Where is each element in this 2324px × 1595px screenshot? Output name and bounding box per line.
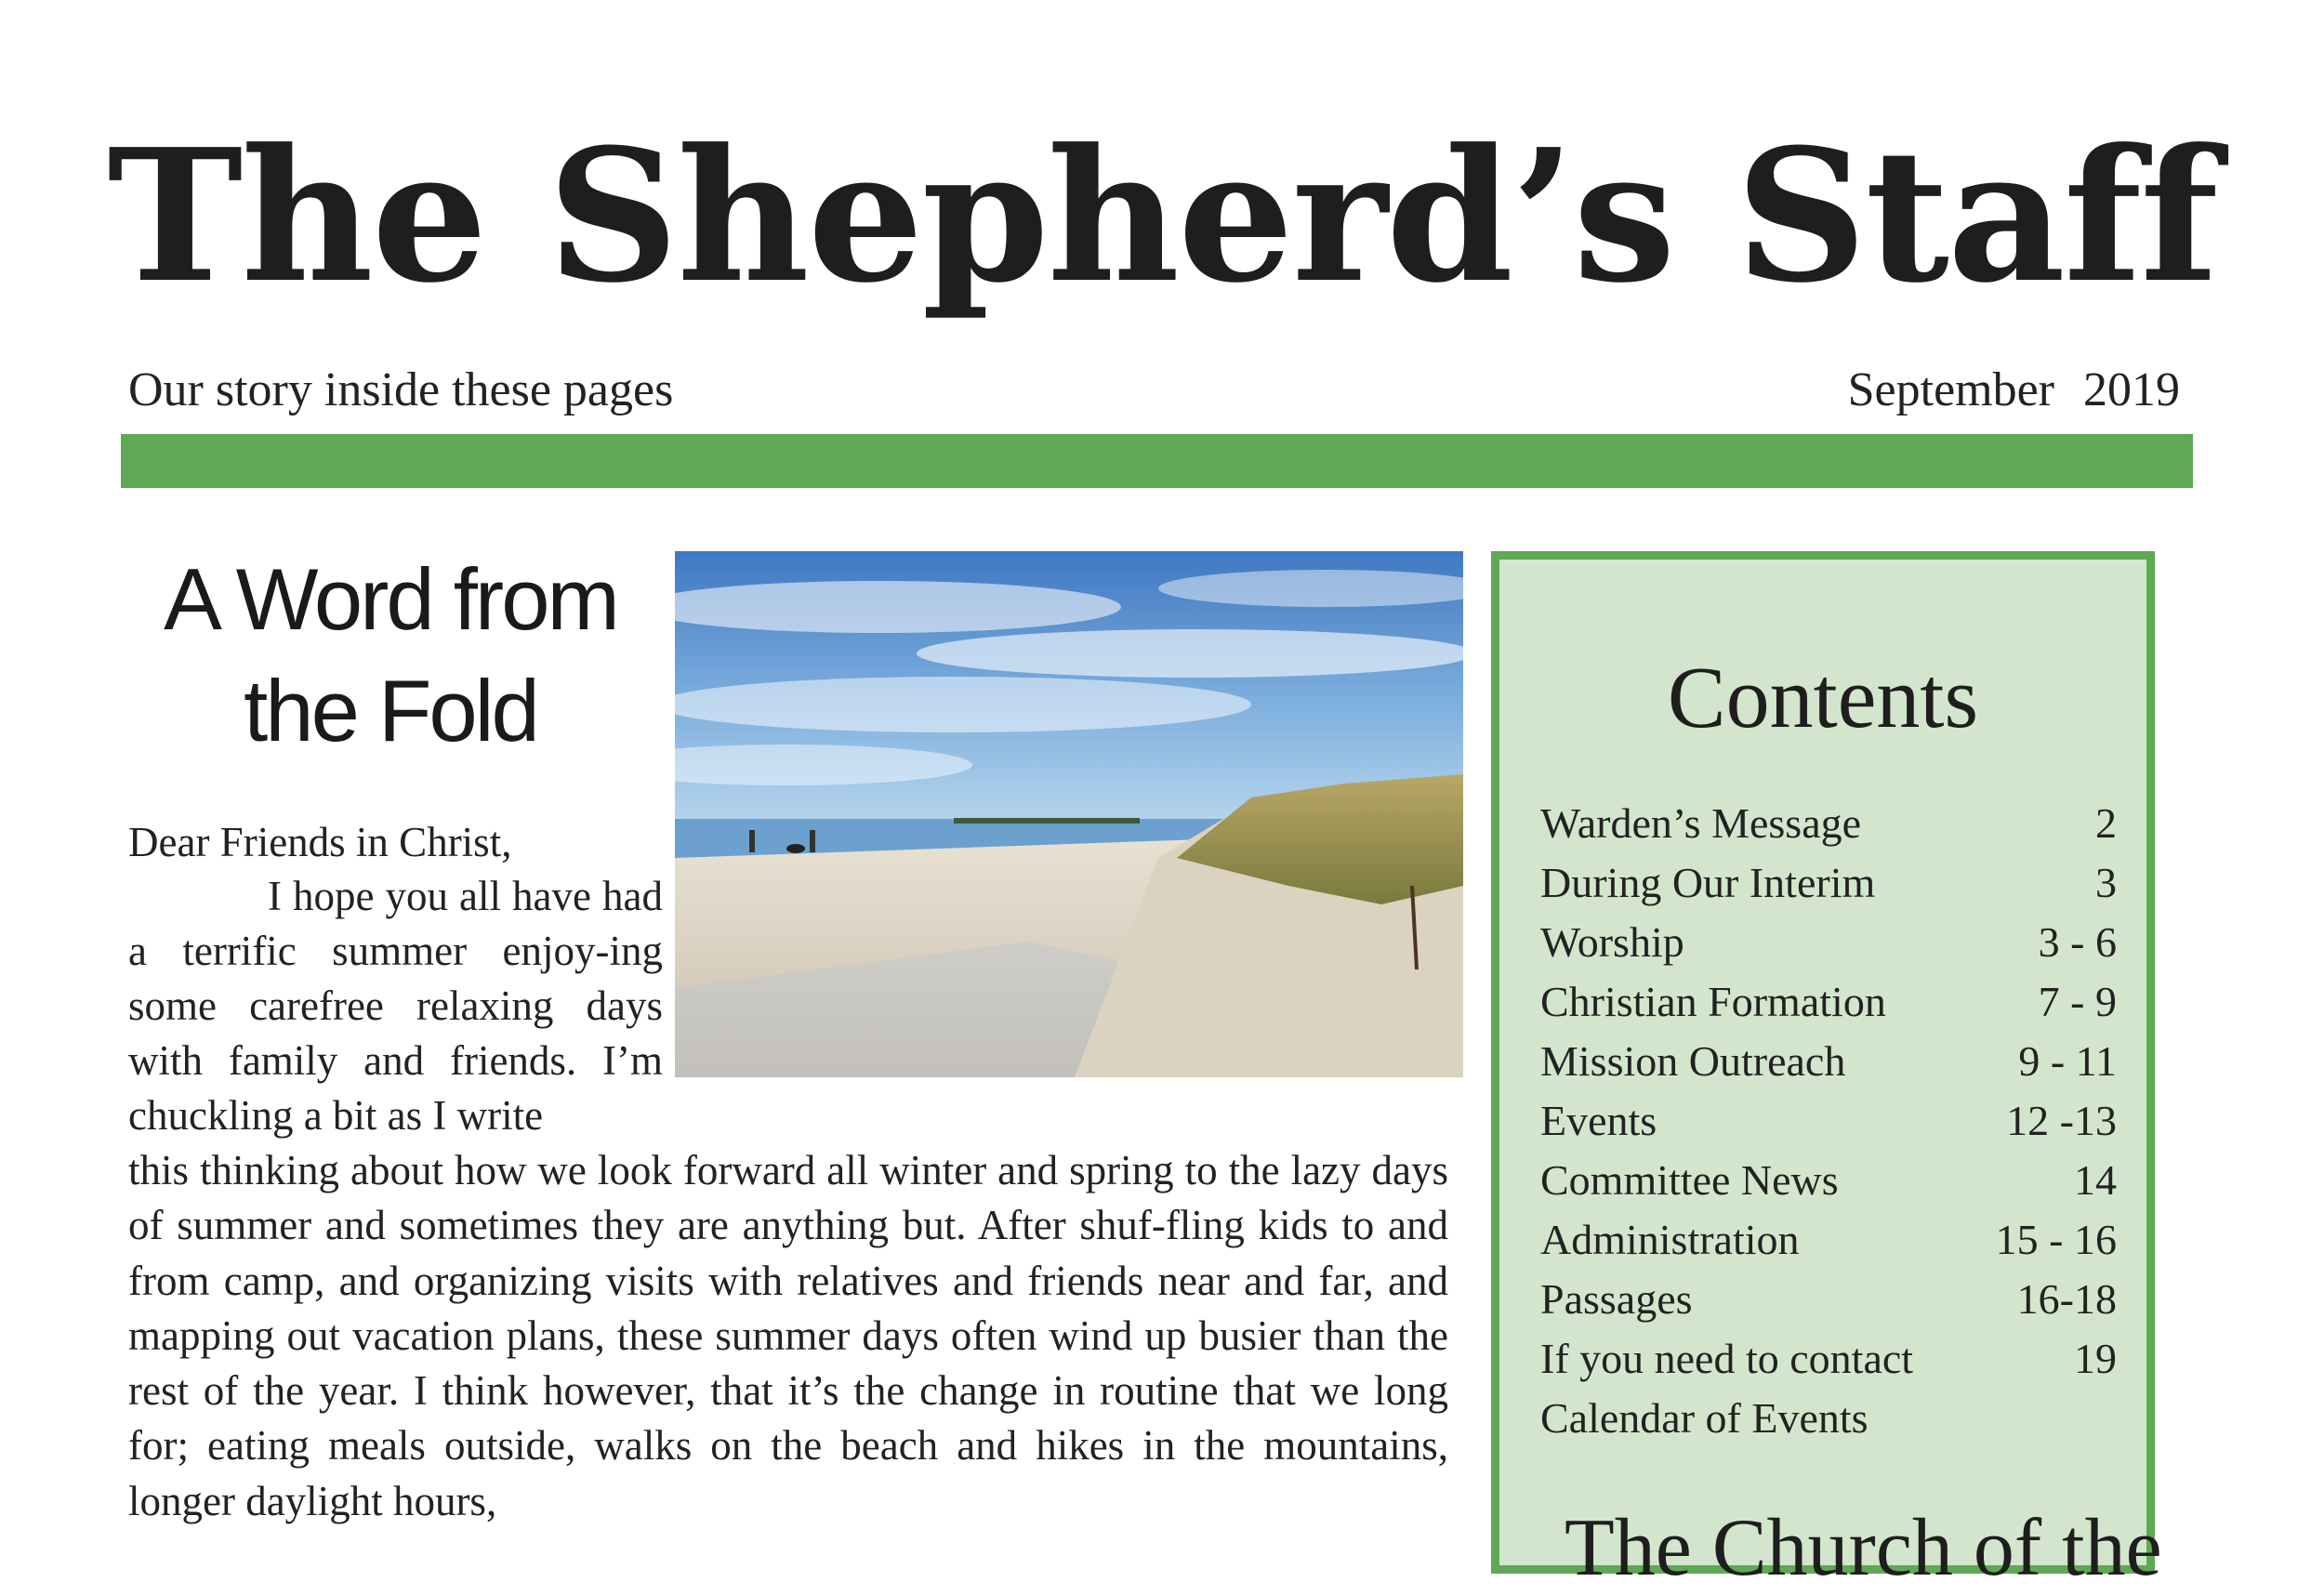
church-section-heading: The Church of the bbox=[1565, 1503, 2162, 1593]
toc-row[interactable] bbox=[1540, 1210, 2117, 1270]
toc-label: Christian Formation bbox=[1540, 978, 1886, 1025]
article-body-intro: I hope you all have had a terrific summer enjoy-ing some carefree relaxing days with family and friends. I’m chuckling a bit as I write bbox=[128, 873, 663, 1139]
toc-row[interactable] bbox=[1540, 913, 2117, 972]
toc-page: 7 - 9 bbox=[2038, 978, 2117, 1025]
tagline: Our story inside these pages bbox=[128, 363, 674, 416]
toc-row[interactable] bbox=[1540, 1329, 2117, 1389]
toc-page: 12 -13 bbox=[2006, 1097, 2117, 1144]
article-title bbox=[121, 544, 660, 767]
toc-row[interactable] bbox=[1540, 1032, 2117, 1091]
header-divider bbox=[121, 434, 2193, 488]
toc-row[interactable] bbox=[1540, 972, 2117, 1032]
toc-row[interactable] bbox=[1540, 1151, 2117, 1210]
toc-page: 19 bbox=[2074, 1335, 2117, 1382]
letter-salutation: Dear Friends in Christ, bbox=[128, 819, 512, 865]
table-of-contents bbox=[1540, 794, 2117, 1448]
newsletter-title: The Shepherd’s Staff bbox=[107, 110, 2217, 323]
toc-label: Warden’s Message bbox=[1540, 799, 1862, 847]
contents-box bbox=[1491, 551, 2162, 1593]
toc-label: During Our Interim bbox=[1540, 859, 1876, 906]
toc-page: 2 bbox=[2095, 799, 2117, 847]
toc-row[interactable] bbox=[1540, 1270, 2117, 1329]
toc-label: Worship bbox=[1540, 918, 1684, 966]
toc-label: Committee News bbox=[1540, 1156, 1839, 1204]
article-body-continued: this thinking about how we look forward all winter and spring to the lazy days of summer and sometimes they are anything but. After shuf-fling kids to and from camp, and organizing visits with relatives and friends near and far, and mapping out vacation plans, these summer days often wind up busier than the rest of the year. I think however, that it’s the change in routine that we long for; eating meals outside, walks on the beach and hikes in the mountains, longer daylight hours, bbox=[128, 1147, 1448, 1524]
toc-page: 3 bbox=[2095, 859, 2117, 906]
toc-label: Calendar of Events bbox=[1540, 1394, 1868, 1442]
toc-row[interactable] bbox=[1540, 853, 2117, 913]
contents-title: Contents bbox=[1667, 650, 1979, 746]
toc-label: Administration bbox=[1540, 1216, 1800, 1263]
beach-dune-photo bbox=[675, 551, 1463, 1077]
toc-row[interactable] bbox=[1540, 1091, 2117, 1151]
toc-label: Events bbox=[1540, 1097, 1657, 1144]
toc-row[interactable] bbox=[1540, 794, 2117, 853]
article-title-line-2: the Fold bbox=[244, 662, 537, 759]
toc-label: Passages bbox=[1540, 1275, 1693, 1323]
beach-photo-image bbox=[675, 551, 1463, 1077]
toc-page: 15 - 16 bbox=[1995, 1216, 2117, 1263]
toc-page: 14 bbox=[2074, 1156, 2117, 1204]
issue-date: September 2019 bbox=[1847, 363, 2180, 416]
toc-page: 9 - 11 bbox=[2018, 1037, 2117, 1085]
toc-page: 3 - 6 bbox=[2038, 918, 2117, 966]
toc-label: Mission Outreach bbox=[1540, 1037, 1846, 1085]
toc-row[interactable] bbox=[1540, 1389, 2117, 1448]
toc-page: 16-18 bbox=[2016, 1275, 2117, 1323]
toc-label: If you need to contact bbox=[1540, 1335, 1914, 1382]
article-title-line-1: A Word from bbox=[164, 550, 617, 648]
